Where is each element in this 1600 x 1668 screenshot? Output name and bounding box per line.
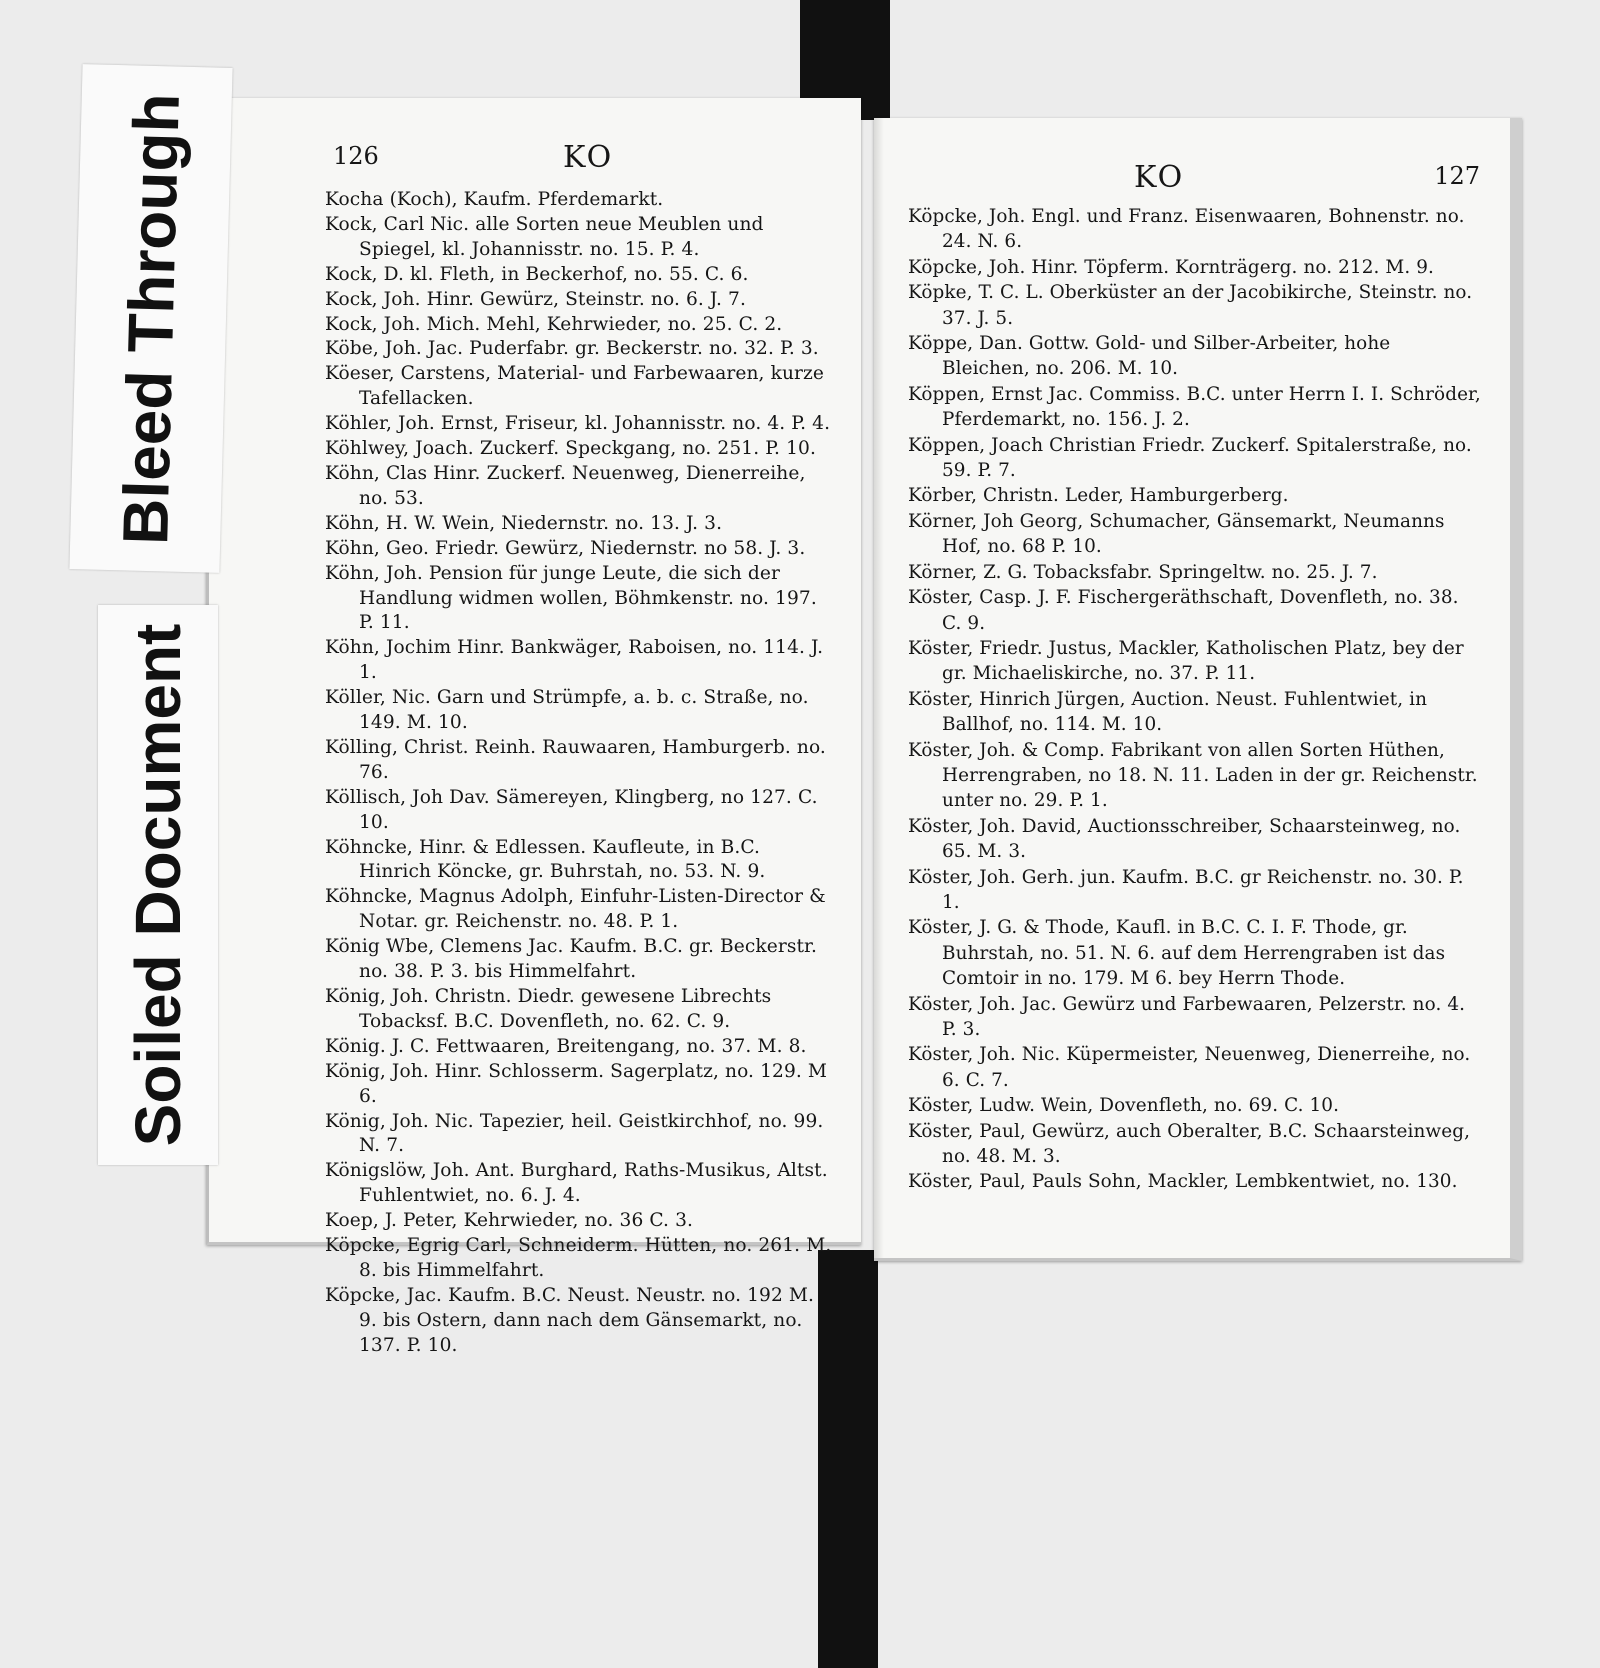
directory-entry: Köhler, Joh. Ernst, Friseur, kl. Johannisstr. no. 4. P. 4. xyxy=(325,413,831,435)
directory-entry: Köllisch, Joh Dav. Sämereyen, Klingberg, no 127. C. 10. xyxy=(325,786,818,833)
directory-entry: Köster, Casp. J. F. Fischergeräthschaft, Dovenfleth, no. 38. C. 9. xyxy=(908,587,1459,634)
right-directory-entries xyxy=(874,204,1510,1195)
directory-entry: Köpcke, Joh. Engl. und Franz. Eisenwaaren, Bohnenstr. no. 24. N. 6. xyxy=(908,206,1465,253)
directory-entry: Köppen, Ernst Jac. Commiss. B.C. unter Herrn I. I. Schröder, Pferdemarkt, no. 156. J. 2. xyxy=(908,383,1481,431)
directory-entry: Köeser, Carstens, Material- und Farbewaaren, kurze Tafellacken. xyxy=(325,363,825,410)
directory-entry: Köhlwey, Joach. Zuckerf. Speckgang, no. 251. P. 10. xyxy=(325,438,816,460)
directory-entry: Köhn, Geo. Friedr. Gewürz, Niedernstr. no 58. J. 3. xyxy=(325,537,806,559)
directory-entry: Köhncke, Magnus Adolph, Einfuhr-Listen-Director & Notar. gr. Reichenstr. no. 48. P. 1. xyxy=(325,886,826,933)
soiled-document-label-text: Soiled Document xyxy=(122,623,194,1147)
directory-entry: Kocha (Koch), Kaufm. Pferdemarkt. xyxy=(325,189,664,210)
left-page-header xyxy=(209,142,861,182)
directory-entry: Köster, J. G. & Thode, Kaufl. in B.C. C. I. F. Thode, gr. Buhrstah, no. 51. N. 6. auf dem Herrengraben ist das Comtoir in no. 179. M 6. bey Herrn Thode. xyxy=(908,917,1446,990)
directory-entry: Köhn, Joh. Pension für junge Leute, die sich der Handlung widmen wollen, Böhmkenstr. no. 197. P. 11. xyxy=(325,562,817,634)
directory-entry: Köhn, Jochim Hinr. Bankwäger, Raboisen, no. 114. J. 1. xyxy=(325,637,824,684)
directory-entry: Köhncke, Hinr. & Edlessen. Kaufleute, in B.C. Hinrich Köncke, gr. Buhrstah, no. 53. N. 9. xyxy=(325,836,766,883)
directory-entry: Kölling, Christ. Reinh. Rauwaaren, Hamburgerb. no. 76. xyxy=(325,736,826,783)
directory-entry: Köpke, T. C. L. Oberküster an der Jacobikirche, Steinstr. no. 37. J. 5. xyxy=(908,282,1473,329)
directory-entry: Köster, Joh. Gerh. jun. Kaufm. B.C. gr Reichenstr. no. 30. P. 1. xyxy=(908,866,1464,913)
directory-entry: Kock, Joh. Hinr. Gewürz, Steinstr. no. 6. J. 7. xyxy=(325,288,746,310)
directory-entry: König. J. C. Fettwaaren, Breitengang, no. 37. M. 8. xyxy=(325,1035,807,1057)
directory-entry: Kock, Joh. Mich. Mehl, Kehrwieder, no. 25. C. 2. xyxy=(325,313,783,335)
left-page-running-head: KO xyxy=(563,140,614,175)
directory-entry: Köbe, Joh. Jac. Puderfabr. gr. Beckerstr. no. 32. P. 3. xyxy=(325,338,819,360)
directory-entry: Köster, Joh. David, Auctionsschreiber, Schaarsteinweg, no. 65. M. 3. xyxy=(908,815,1461,863)
left-directory-entries xyxy=(209,188,861,1359)
directory-entry: König Wbe, Clemens Jac. Kaufm. B.C. gr. Beckerstr. no. 38. P. 3. bis Himmelfahrt. xyxy=(325,936,817,983)
directory-entry: Köppe, Dan. Gottw. Gold- und Silber-Arbeiter, hohe Bleichen, no. 206. M. 10. xyxy=(908,333,1391,380)
directory-entry: König, Joh. Hinr. Schlosserm. Sagerplatz, no. 129. M 6. xyxy=(325,1060,828,1107)
bleed-through-label-text: Bleed Through xyxy=(109,91,193,546)
directory-entry: Köster, Friedr. Justus, Mackler, Katholischen Platz, bey der gr. Michaeliskirche, no. 37. P. 11. xyxy=(908,637,1464,685)
directory-entry: Körner, Joh Georg, Schumacher, Gänsemarkt, Neumanns Hof, no. 68 P. 10. xyxy=(908,510,1445,558)
directory-entry: Koep, J. Peter, Kehrwieder, no. 36 C. 3. xyxy=(325,1210,694,1232)
directory-entry: König, Joh. Nic. Tapezier, heil. Geistkirchhof, no. 99. N. 7. xyxy=(325,1110,824,1157)
directory-entry: Köster, Joh. & Comp. Fabrikant von allen Sorten Hüthen, Herrengraben, no 18. N. 11. Laden in der gr. Reichenstr. unter no. 29. P. 1. xyxy=(908,739,1478,812)
right-page-running-head: KO xyxy=(1134,160,1185,195)
directory-entry: Königslöw, Joh. Ant. Burghard, Raths-Musikus, Altst. Fuhlentwiet, no. 6. J. 4. xyxy=(325,1160,828,1207)
directory-entry: Köster, Paul, Gewürz, auch Oberalter, B.C. Schaarsteinweg, no. 48. M. 3. xyxy=(908,1120,1471,1168)
directory-entry: Köller, Nic. Garn und Strümpfe, a. b. c. Straße, no. 149. M. 10. xyxy=(325,687,809,734)
directory-entry: Köster, Joh. Nic. Küpermeister, Neuenweg, Dienerreihe, no. 6. C. 7. xyxy=(908,1044,1471,1091)
right-page-number: 127 xyxy=(1434,162,1480,190)
directory-entry: Köpcke, Jac. Kaufm. B.C. Neust. Neustr. no. 192 M. 9. bis Ostern, dann nach dem Gänsemarkt, no. 137. P. 10. xyxy=(325,1284,815,1356)
directory-entry: Köster, Hinrich Jürgen, Auction. Neust. Fuhlentwiet, in Ballhof, no. 114. M. 10. xyxy=(908,688,1428,736)
directory-entry: Köppen, Joach Christian Friedr. Zuckerf. Spitalerstraße, no. 59. P. 7. xyxy=(908,434,1472,482)
directory-entry: Köster, Joh. Jac. Gewürz und Farbewaaren, Pelzerstr. no. 4. P. 3. xyxy=(908,993,1466,1040)
right-page-header xyxy=(874,162,1510,202)
left-page xyxy=(206,98,861,1356)
directory-entry: Körber, Christn. Leder, Hamburgerberg. xyxy=(908,485,1289,507)
directory-entry: Köster, Paul, Pauls Sohn, Mackler, Lembkentwiet, no. 130. xyxy=(908,1171,1458,1193)
directory-entry: Kock, Carl Nic. alle Sorten neue Meublen und Spiegel, kl. Johannisstr. no. 15. P. 4. xyxy=(325,213,764,260)
directory-entry: Köpcke, Joh. Hinr. Töpferm. Kornträgerg. no. 212. M. 9. xyxy=(908,256,1434,278)
soiled-document-label xyxy=(98,605,218,1165)
directory-entry: Köhn, Clas Hinr. Zuckerf. Neuenweg, Dienerreihe, no. 53. xyxy=(325,462,806,509)
right-page xyxy=(874,118,1522,1261)
bleed-through-label xyxy=(69,64,232,573)
directory-entry: Köster, Ludw. Wein, Dovenfleth, no. 69. C. 10. xyxy=(908,1095,1340,1117)
directory-entry: König, Joh. Christn. Diedr. gewesene Librechts Tobacksf. B.C. Dovenfleth, no. 62. C. 9. xyxy=(325,986,772,1032)
directory-entry: Köpcke, Egrig Carl, Schneiderm. Hütten, no. 261. M. 8. bis Himmelfahrt. xyxy=(325,1235,832,1281)
left-page-number: 126 xyxy=(333,142,379,170)
directory-entry: Kock, D. kl. Fleth, in Beckerhof, no. 55. C. 6. xyxy=(325,263,749,285)
directory-entry: Körner, Z. G. Tobacksfabr. Springeltw. no. 25. J. 7. xyxy=(908,561,1378,583)
directory-entry: Köhn, H. W. Wein, Niedernstr. no. 13. J. 3. xyxy=(325,512,723,534)
